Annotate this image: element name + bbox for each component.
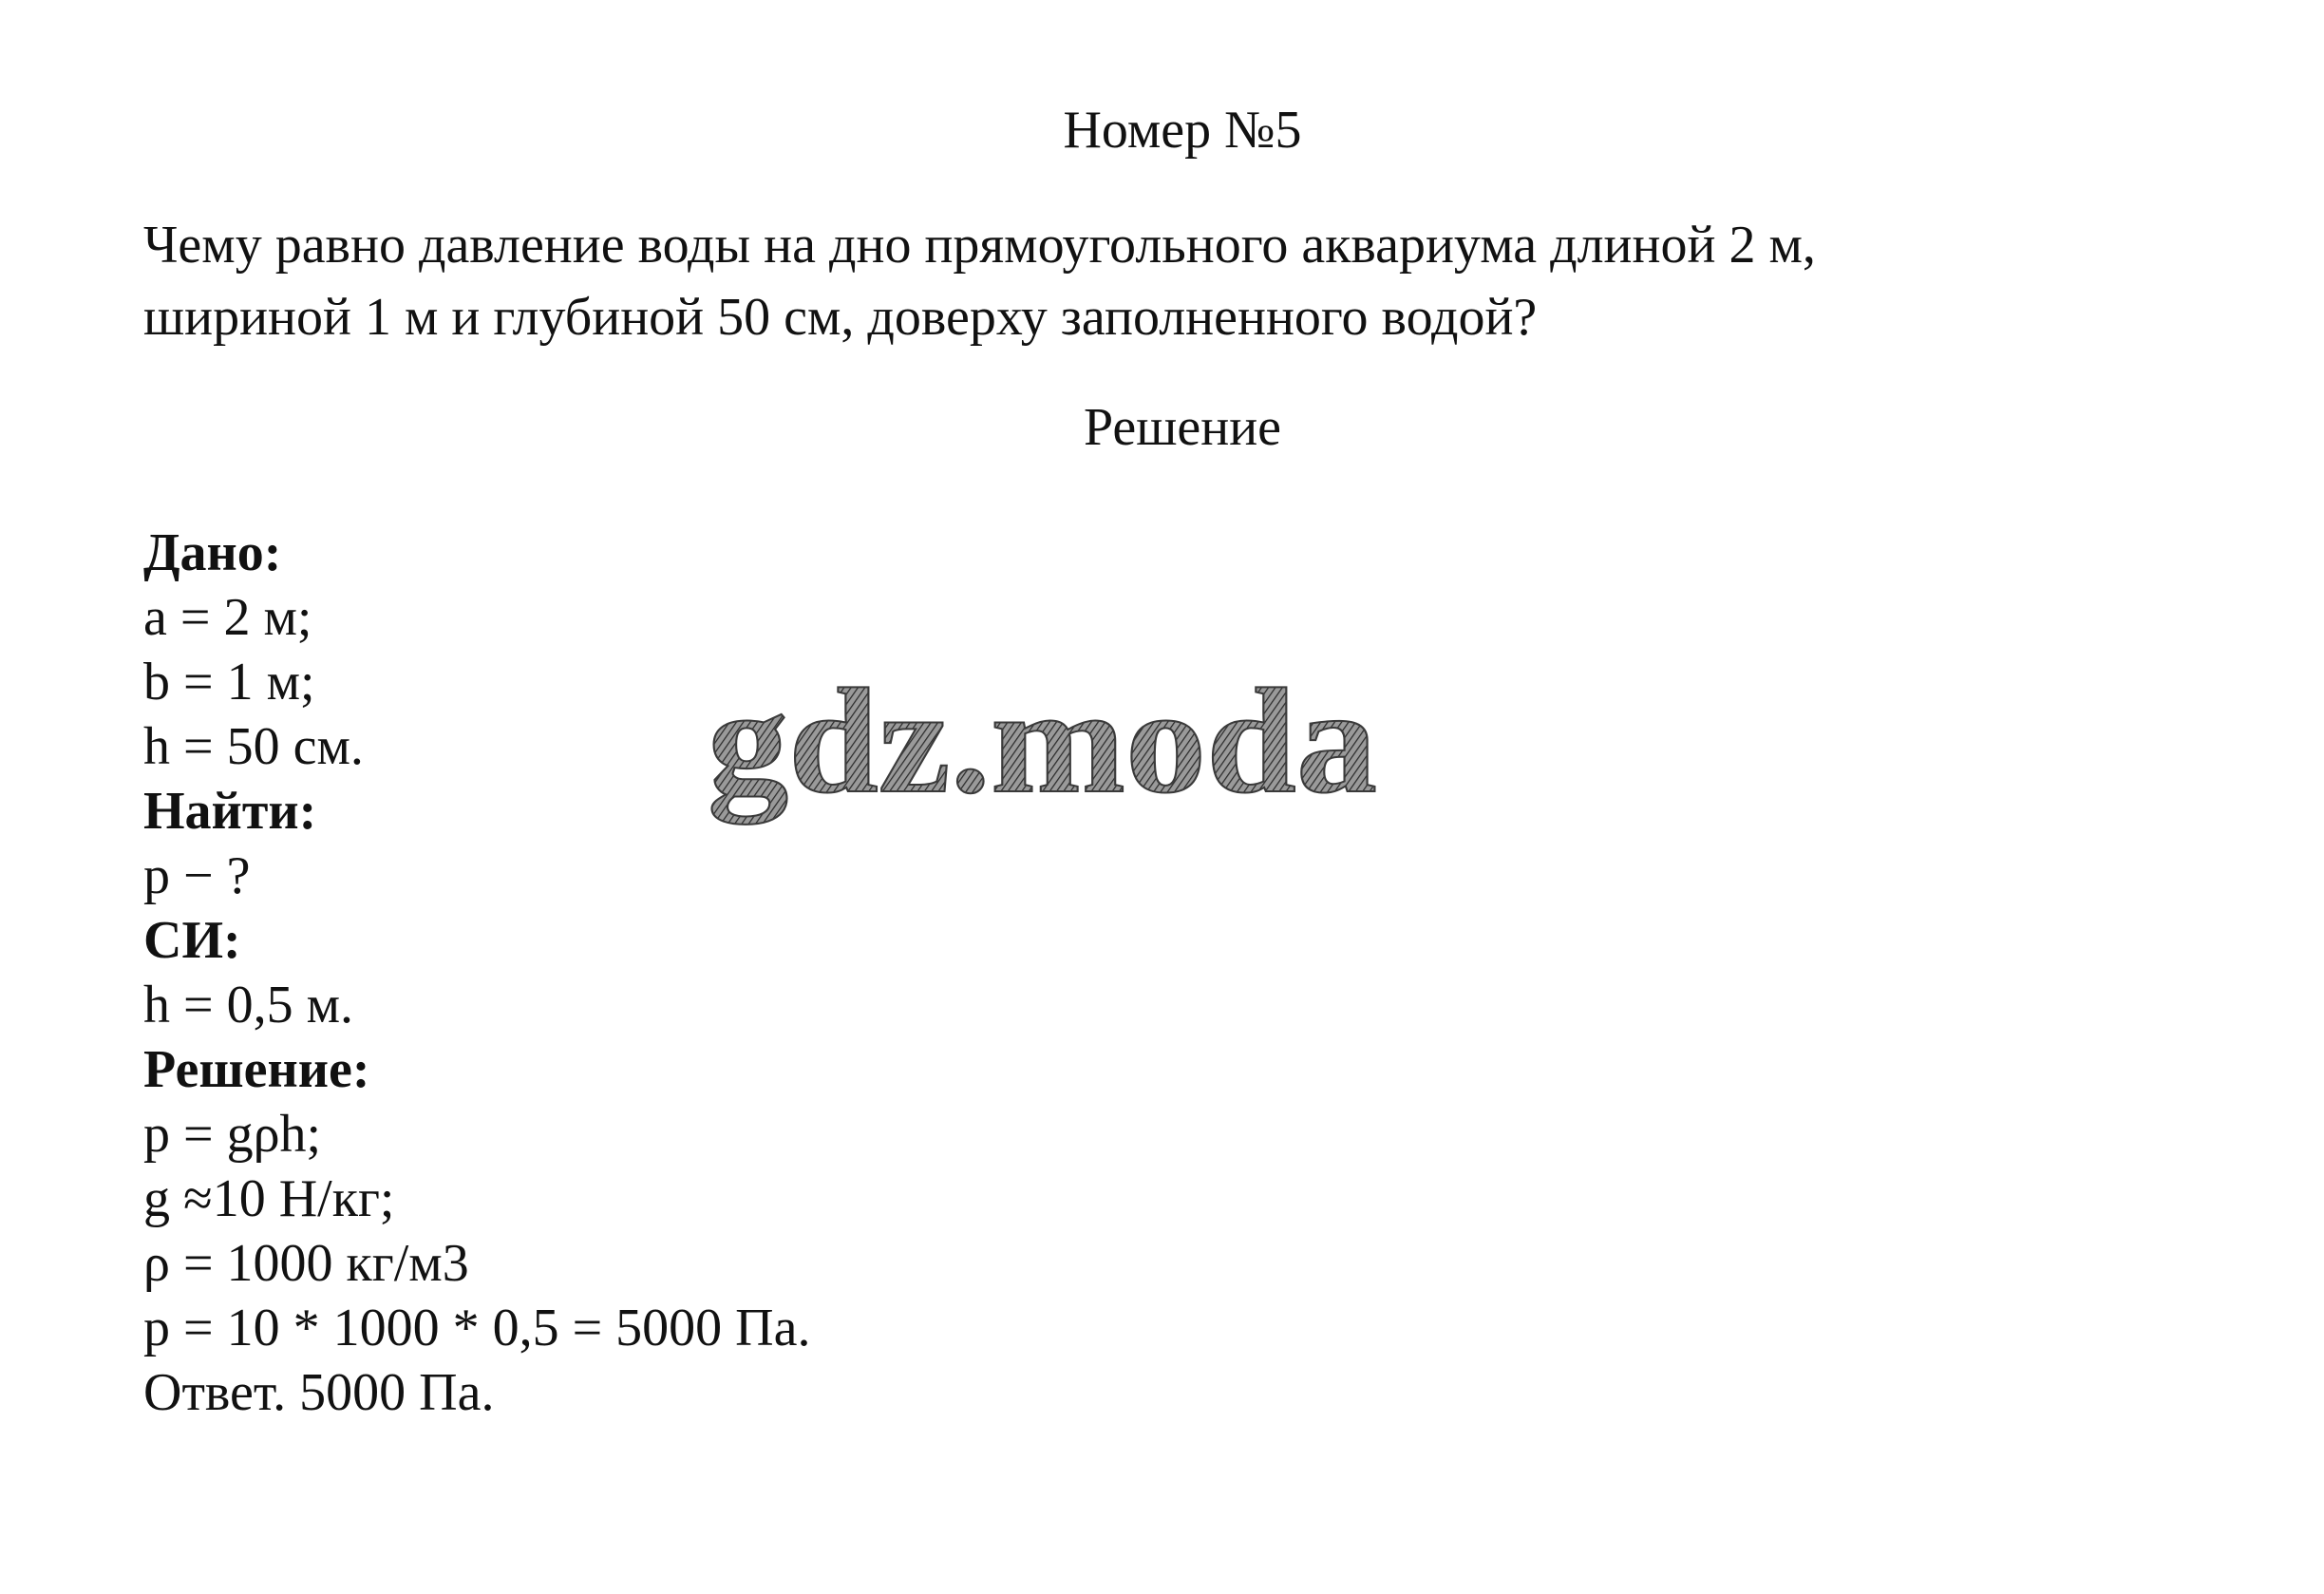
find-item: p − ? [143, 846, 251, 905]
si-item: h = 0,5 м. [143, 976, 354, 1034]
given-item: h = 50 см. [143, 717, 364, 776]
solution-step: p = 10 * 1000 * 0,5 = 5000 Па. [143, 1299, 811, 1357]
watermark-logo [703, 670, 1387, 841]
solution-step: g ≈10 Н/кг; [143, 1169, 395, 1228]
problem-line: Чему равно давление воды на дно прямоугольного аквариума длиной 2 м, [143, 216, 1816, 275]
solution-step: ρ = 1000 кг/м3 [143, 1234, 469, 1293]
answer-line: Ответ. 5000 Па. [143, 1363, 495, 1422]
solution-heading: Решение [1083, 398, 1282, 457]
problem-number-title: Номер №5 [1063, 101, 1302, 160]
given-label: Дано: [143, 523, 282, 582]
given-item: a = 2 м; [143, 588, 312, 647]
solution-block [143, 521, 810, 1425]
problem-statement [143, 209, 1816, 353]
find-label: Найти: [143, 782, 317, 841]
watermark-text: gdz.moda [708, 670, 1377, 825]
solution-label: Решение: [143, 1040, 370, 1099]
solution-step: p = gρh; [143, 1105, 322, 1164]
problem-line: шириной 1 м и глубиной 50 см, доверху заполненного водой? [143, 288, 1538, 347]
si-label: СИ: [143, 911, 241, 970]
given-item: b = 1 м; [143, 653, 315, 712]
